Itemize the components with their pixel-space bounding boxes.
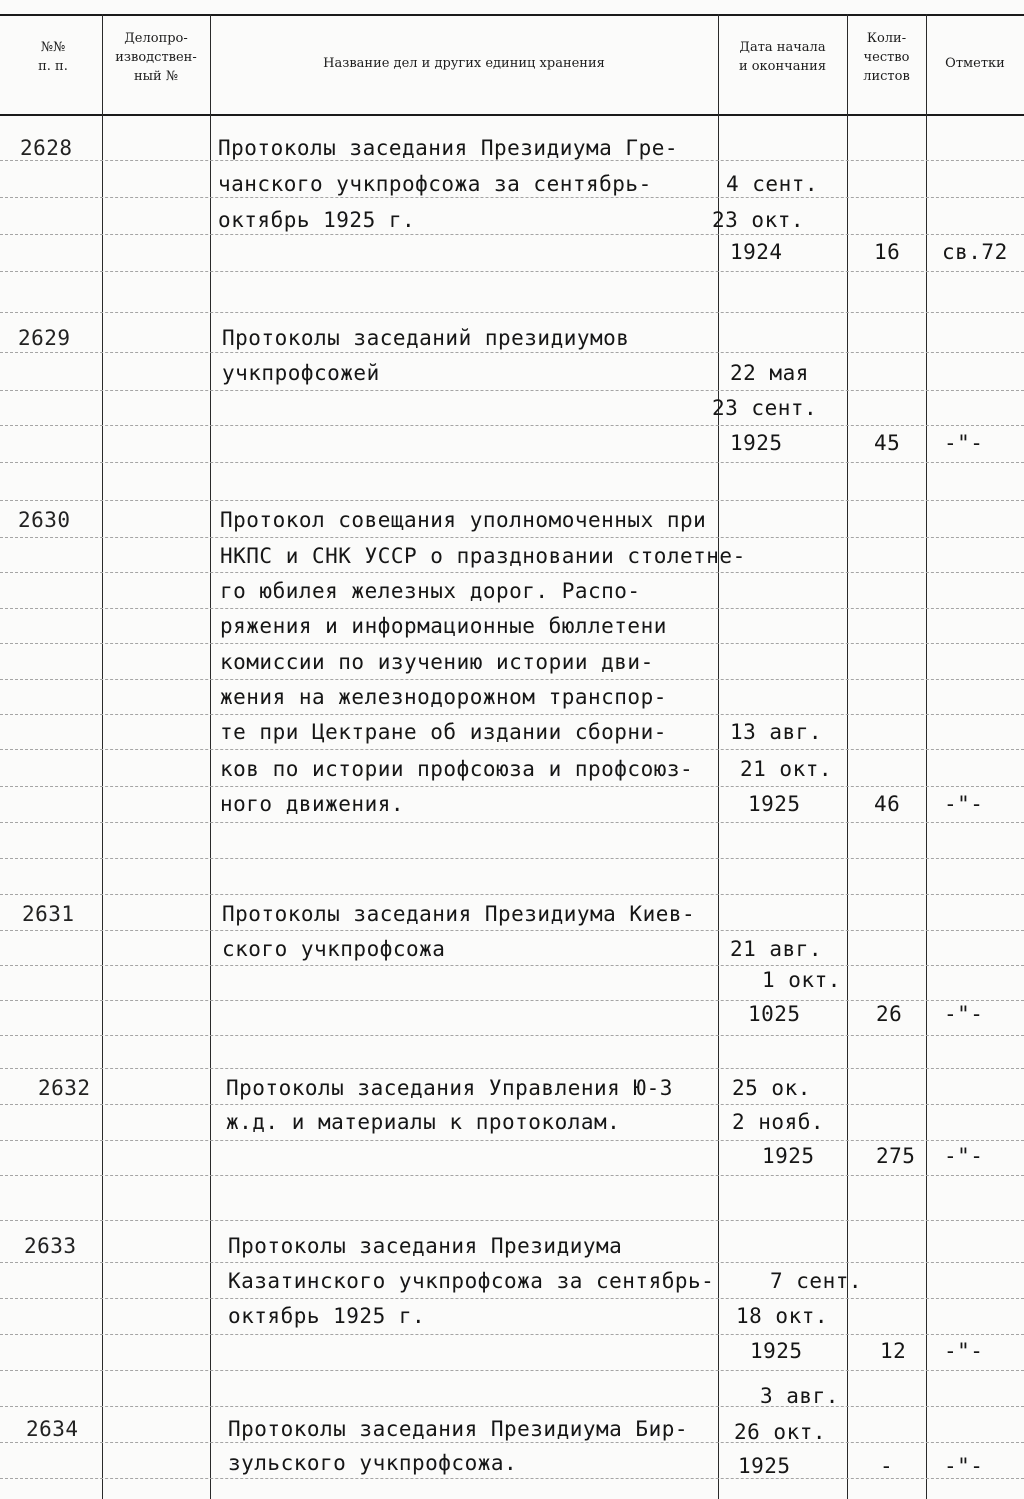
record-date-start: 7 сент. <box>770 1269 863 1293</box>
record-note: св.72 <box>942 240 1008 264</box>
record-date-start: 21 авг. <box>730 937 823 961</box>
record-title-line: зульского учкпрофсожа. <box>228 1451 518 1475</box>
record-year: 1924 <box>730 240 783 264</box>
record-title-line: Протоколы заседания Президиума Бир- <box>228 1417 689 1441</box>
record-date-start: 13 авг. <box>730 720 823 744</box>
record-title-line: Протоколы заседания Президиума <box>228 1234 623 1258</box>
record-year: 1925 <box>730 431 783 455</box>
record-title-line: ского учкпрофсожа <box>222 937 446 961</box>
record-title-line: Протоколы заседания Управления Ю-З <box>226 1076 673 1100</box>
record-title-line: НКПС и СНК УССР о праздновании столетне- <box>220 544 746 568</box>
record-note: -"- <box>944 1339 984 1363</box>
record-title-line: ж.д. и материалы к протоколам. <box>226 1110 621 1134</box>
record-year: 1925 <box>738 1454 791 1478</box>
record-date-end: 23 окт. <box>712 208 805 232</box>
record-note: -"- <box>944 792 984 816</box>
record-title-line: жения на железнодорожном транспор- <box>220 685 667 709</box>
record-date-end: 18 окт. <box>736 1304 829 1328</box>
record-title-line: комиссии по изучению истории дви- <box>220 650 654 674</box>
record-title-line: чанского учкпрофсожа за сентябрь- <box>218 172 652 196</box>
record-sheets: 12 <box>880 1339 907 1363</box>
header-office-number: Делопро- изводствен- ный № <box>115 31 197 84</box>
table-top-border <box>0 14 1024 16</box>
record-number: 2630 <box>18 508 71 532</box>
header-title: Название дел и других единиц хранения <box>323 56 605 71</box>
record-title-line: ков по истории профсоюза и профсоюз- <box>220 757 694 781</box>
record-date-end: 2 нояб. <box>732 1110 825 1134</box>
record-sheets: - <box>880 1454 894 1478</box>
record-date-end: 21 окт. <box>740 757 833 781</box>
record-number: 2632 <box>38 1076 91 1100</box>
record-number: 2629 <box>18 326 71 350</box>
header-notes: Отметки <box>945 56 1005 71</box>
record-date-start: 4 сент. <box>726 172 819 196</box>
record-number: 2628 <box>20 136 73 160</box>
record-date-end: 26 окт. <box>734 1420 827 1444</box>
record-date-end: 23 сент. <box>712 396 818 420</box>
column-divider <box>926 14 927 1499</box>
record-note: -"- <box>944 1002 984 1026</box>
record-sheets: 16 <box>874 240 901 264</box>
record-sheets: 275 <box>876 1144 916 1168</box>
record-title-line: ряжения и информационные бюллетени <box>220 614 667 638</box>
column-divider <box>102 14 103 1499</box>
header-bottom-border <box>0 114 1024 116</box>
record-title-line: октябрь 1925 г. <box>218 208 416 232</box>
record-date-end: 1 окт. <box>762 968 841 992</box>
record-number: 2634 <box>26 1417 79 1441</box>
column-divider <box>210 14 211 1499</box>
record-note: -"- <box>944 431 984 455</box>
record-note: -"- <box>944 1454 984 1478</box>
record-number: 2631 <box>22 902 75 926</box>
record-title-line: те при Цектране об издании сборни- <box>220 720 667 744</box>
header-number: №№ п. п. <box>38 40 68 74</box>
header-sheets: Коли- чество листов <box>863 31 910 84</box>
record-title-line: Протоколы заседания Президиума Гре- <box>218 136 679 160</box>
record-year: 1925 <box>748 792 801 816</box>
record-sheets: 45 <box>874 431 901 455</box>
record-note: -"- <box>944 1144 984 1168</box>
record-title-line: Протокол совещания уполномоченных при <box>220 508 707 532</box>
record-date-start: 22 мая <box>730 361 809 385</box>
record-title-line: го юбилея железных дорог. Распо- <box>220 579 641 603</box>
record-title-line: Протоколы заседания Президиума Киев- <box>222 902 696 926</box>
record-title-line: ного движения. <box>220 792 405 816</box>
record-title-line: учкпрофсожей <box>222 361 380 385</box>
record-year: 1025 <box>748 1002 801 1026</box>
column-divider <box>718 14 719 1499</box>
record-year: 1925 <box>750 1339 803 1363</box>
record-number: 2633 <box>24 1234 77 1258</box>
record-sheets: 26 <box>876 1002 903 1026</box>
record-date-start: 25 ок. <box>732 1076 811 1100</box>
record-sheets: 46 <box>874 792 901 816</box>
record-title-line: Протоколы заседаний президиумов <box>222 326 630 350</box>
record-date-start: 3 авг. <box>760 1384 839 1408</box>
header-dates: Дата начала и окончания <box>738 40 827 74</box>
record-year: 1925 <box>762 1144 815 1168</box>
record-title-line: октябрь 1925 г. <box>228 1304 426 1328</box>
record-title-line: Казатинского учкпрофсожа за сентябрь- <box>228 1269 715 1293</box>
